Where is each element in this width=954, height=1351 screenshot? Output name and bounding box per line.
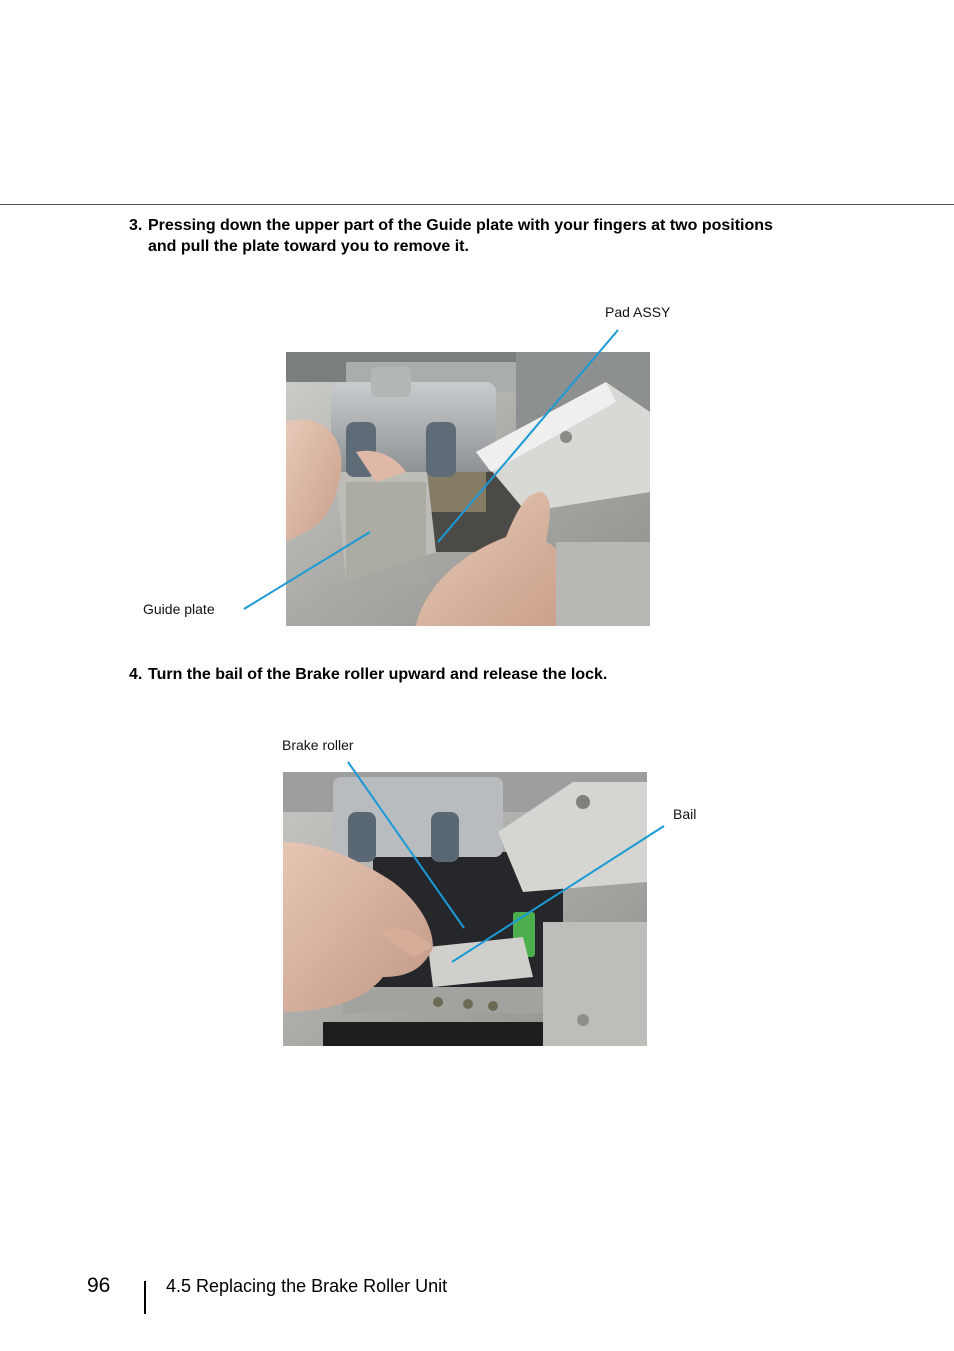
step-4 <box>129 664 607 685</box>
brake-roller-photo-illustration <box>283 772 647 1046</box>
bail-label: Bail <box>673 806 697 822</box>
step-3 <box>129 215 773 257</box>
guide-plate-label: Guide plate <box>143 601 215 617</box>
brake-roller-label: Brake roller <box>282 737 354 753</box>
guide-plate-photo <box>286 352 650 626</box>
page-number: 96 <box>87 1274 111 1297</box>
brake-roller-photo <box>283 772 647 1046</box>
footer-section-title: 4.5 Replacing the Brake Roller Unit <box>166 1276 448 1296</box>
step-4-text-line1: Turn the bail of the Brake roller upward and release the lock. <box>148 666 608 683</box>
footer-divider <box>144 1281 146 1314</box>
step-3-number: 3. <box>129 217 143 234</box>
step-3-text-line1: Pressing down the upper part of the Guide plate with your fingers at two positions <box>148 217 773 234</box>
step-3-text-line2: and pull the plate toward you to remove it. <box>148 238 469 255</box>
step-4-number: 4. <box>129 666 143 683</box>
header-rule <box>0 204 954 205</box>
pad-assy-label: Pad ASSY <box>605 304 671 320</box>
guide-plate-photo-illustration <box>286 352 650 626</box>
